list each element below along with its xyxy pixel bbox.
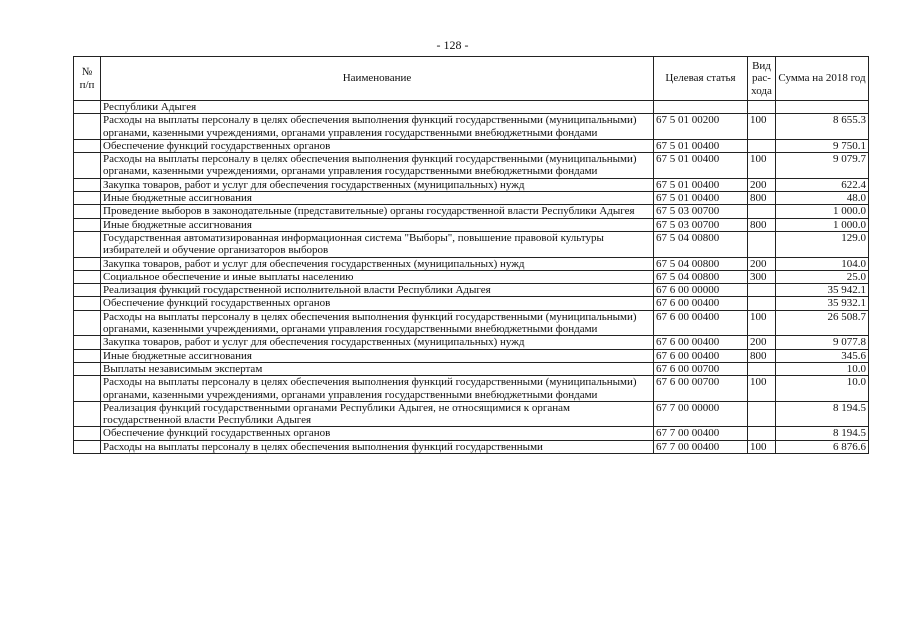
row-code-cell: 67 7 00 00400 [654,427,748,440]
row-code-cell: 67 5 01 00200 [654,114,748,140]
row-num-cell [74,101,101,114]
table-row [74,139,869,152]
table-row [74,349,869,362]
row-code-cell: 67 7 00 00000 [654,401,748,427]
row-sum-cell: 48.0 [776,192,869,205]
table-row [74,297,869,310]
row-name-cell: Обеспечение функций государственных органов [101,297,654,310]
row-code-cell: 67 5 04 00800 [654,270,748,283]
row-vid-cell: 100 [748,376,776,402]
row-code-cell: 67 5 01 00400 [654,139,748,152]
table-row [74,270,869,283]
row-name-cell: Реализация функций государственной исполнительной власти Республики Адыгея [101,284,654,297]
row-vid-cell: 800 [748,349,776,362]
row-num-cell [74,401,101,427]
table-row [74,401,869,427]
row-name-cell: Расходы на выплаты персоналу в целях обеспечения выполнения функций государственными (муниципальными) органами, казенными учреждениями, органами управления государственными внебюджетными фондами [101,153,654,179]
table-row [74,310,869,336]
row-code-cell: 67 5 03 00700 [654,218,748,231]
table-row [74,376,869,402]
row-code-cell: 67 6 00 00700 [654,376,748,402]
header-sum: Сумма на 2018 год [776,57,869,101]
row-name-cell: Выплаты независимым экспертам [101,362,654,375]
row-num-cell [74,231,101,257]
row-name-cell: Обеспечение функций государственных органов [101,139,654,152]
row-sum-cell: 25.0 [776,270,869,283]
row-sum-cell: 10.0 [776,362,869,375]
row-vid-cell [748,401,776,427]
table-row [74,362,869,375]
row-num-cell [74,218,101,231]
row-sum-cell: 1 000.0 [776,205,869,218]
row-name-cell: Социальное обеспечение и иные выплаты населению [101,270,654,283]
row-vid-cell: 200 [748,178,776,191]
row-sum-cell: 1 000.0 [776,218,869,231]
row-sum-cell: 26 508.7 [776,310,869,336]
table-row [74,440,869,453]
row-code-cell: 67 5 04 00800 [654,231,748,257]
row-vid-cell [748,427,776,440]
table-row [74,178,869,191]
row-num-cell [74,297,101,310]
row-vid-cell: 200 [748,336,776,349]
row-code-cell: 67 6 00 00400 [654,349,748,362]
table-row [74,231,869,257]
row-sum-cell: 345.6 [776,349,869,362]
table-header-row [74,57,869,101]
row-sum-cell: 35 932.1 [776,297,869,310]
row-num-cell [74,284,101,297]
table-row [74,114,869,140]
row-num-cell [74,362,101,375]
header-name: Наименование [101,57,654,101]
row-sum-cell: 9 750.1 [776,139,869,152]
row-code-cell: 67 6 00 00000 [654,284,748,297]
row-num-cell [74,114,101,140]
row-code-cell: 67 5 04 00800 [654,257,748,270]
row-vid-cell: 100 [748,153,776,179]
row-vid-cell [748,101,776,114]
row-vid-cell: 300 [748,270,776,283]
row-sum-cell: 6 876.6 [776,440,869,453]
row-name-cell: Расходы на выплаты персоналу в целях обеспечения выполнения функций государственными (муниципальными) органами, казенными учреждениями, органами управления государственными внебюджетными фондами [101,114,654,140]
row-name-cell: Иные бюджетные ассигнования [101,349,654,362]
row-num-cell [74,270,101,283]
header-num: № п/п [74,57,101,101]
row-sum-cell: 8 194.5 [776,401,869,427]
row-code-cell: 67 5 01 00400 [654,178,748,191]
row-num-cell [74,205,101,218]
row-name-cell: Закупка товаров, работ и услуг для обеспечения государственных (муниципальных) нужд [101,178,654,191]
row-name-cell: Государственная автоматизированная информационная система "Выборы", повышение правовой культуры избирателей и обучение организаторов выборов [101,231,654,257]
row-vid-cell: 100 [748,114,776,140]
row-vid-cell [748,297,776,310]
row-vid-cell: 800 [748,192,776,205]
row-num-cell [74,376,101,402]
row-name-cell: Республики Адыгея [101,101,654,114]
row-vid-cell [748,284,776,297]
table-row [74,284,869,297]
row-code-cell: 67 6 00 00400 [654,297,748,310]
budget-table [73,56,869,454]
row-name-cell: Закупка товаров, работ и услуг для обеспечения государственных (муниципальных) нужд [101,336,654,349]
row-code-cell: 67 6 00 00400 [654,310,748,336]
table-row [74,257,869,270]
row-name-cell: Расходы на выплаты персоналу в целях обеспечения выполнения функций государственными (муниципальными) органами, казенными учреждениями, органами управления государственными внебюджетными фондами [101,376,654,402]
row-name-cell: Расходы на выплаты персоналу в целях обеспечения выполнения функций государственными [101,440,654,453]
row-sum-cell: 35 942.1 [776,284,869,297]
row-name-cell: Реализация функций государственными органами Республики Адыгея, не относящимися к органам государственной власти Республики Адыгея [101,401,654,427]
row-code-cell: 67 6 00 00700 [654,362,748,375]
row-sum-cell: 8 655.3 [776,114,869,140]
table-row [74,427,869,440]
table-row [74,336,869,349]
row-num-cell [74,440,101,453]
header-code: Целевая статья [654,57,748,101]
row-name-cell: Закупка товаров, работ и услуг для обеспечения государственных (муниципальных) нужд [101,257,654,270]
row-vid-cell: 800 [748,218,776,231]
row-sum-cell: 8 194.5 [776,427,869,440]
row-vid-cell: 100 [748,310,776,336]
row-code-cell: 67 5 03 00700 [654,205,748,218]
row-sum-cell: 622.4 [776,178,869,191]
row-vid-cell: 200 [748,257,776,270]
table-row [74,101,869,114]
row-code-cell: 67 6 00 00400 [654,336,748,349]
table-row [74,205,869,218]
row-sum-cell: 9 077.8 [776,336,869,349]
row-vid-cell: 100 [748,440,776,453]
table-row [74,153,869,179]
row-code-cell: 67 5 01 00400 [654,192,748,205]
row-code-cell: 67 5 01 00400 [654,153,748,179]
row-code-cell: 67 7 00 00400 [654,440,748,453]
table-row [74,192,869,205]
row-name-cell: Иные бюджетные ассигнования [101,218,654,231]
row-code-cell [654,101,748,114]
row-num-cell [74,310,101,336]
row-num-cell [74,192,101,205]
row-sum-cell: 9 079.7 [776,153,869,179]
row-num-cell [74,178,101,191]
row-sum-cell: 10.0 [776,376,869,402]
row-sum-cell: 129.0 [776,231,869,257]
page-number: - 128 - [436,38,469,52]
row-name-cell: Расходы на выплаты персоналу в целях обеспечения выполнения функций государственными (муниципальными) органами, казенными учреждениями, органами управления государственными внебюджетными фондами [101,310,654,336]
row-vid-cell [748,139,776,152]
row-num-cell [74,427,101,440]
row-sum-cell [776,101,869,114]
row-num-cell [74,139,101,152]
row-vid-cell [748,362,776,375]
row-sum-cell: 104.0 [776,257,869,270]
row-num-cell [74,336,101,349]
row-vid-cell [748,231,776,257]
row-name-cell: Иные бюджетные ассигнования [101,192,654,205]
row-num-cell [74,257,101,270]
row-name-cell: Проведение выборов в законодательные (представительные) органы государственной власти Республики Адыгея [101,205,654,218]
row-vid-cell [748,205,776,218]
row-num-cell [74,349,101,362]
row-num-cell [74,153,101,179]
header-vid: Вид рас-хода [748,57,776,101]
row-name-cell: Обеспечение функций государственных органов [101,427,654,440]
table-row [74,218,869,231]
